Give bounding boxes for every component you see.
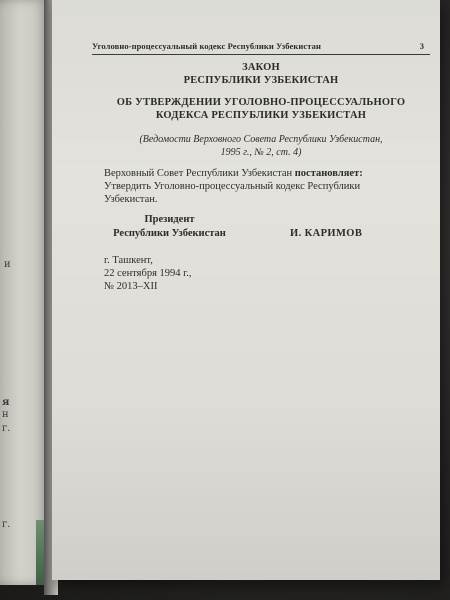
source-citation-line: (Ведомости Верховного Совета Республики Узбекистан,: [139, 134, 383, 145]
document-page: [52, 0, 440, 580]
left-page-fragment: г.: [2, 519, 11, 530]
law-subject-line: КОДЕКСА РЕСПУБЛИКИ УЗБЕКИСТАН: [155, 110, 367, 121]
left-page-fragment: и: [4, 259, 11, 270]
signatory-name: И. КАРИМОВ: [290, 228, 363, 239]
body-text: Верховный Совет Республики Узбекистан: [104, 168, 295, 179]
left-page-fragment: н: [2, 409, 9, 420]
running-head: [92, 40, 430, 55]
place-date-line: № 2013–XII: [104, 281, 158, 292]
body-text-line: Утвердить Уголовно-процессуальный кодекс Республики: [104, 181, 361, 192]
left-page-fragment: г.: [2, 423, 11, 434]
law-heading-line: РЕСПУБЛИКИ УЗБЕКИСТАН: [183, 75, 339, 86]
left-page-edge: [0, 0, 48, 585]
body-emphasis: постановляет:: [294, 168, 363, 179]
president-title-line: Президент: [144, 214, 195, 225]
page-number: 3: [419, 41, 424, 51]
president-title-line: Республики Узбекистан: [113, 228, 226, 239]
place-date-line: 22 сентября 1994 г.,: [104, 268, 192, 279]
law-subject-line: ОБ УТВЕРЖДЕНИИ УГОЛОВНО-ПРОЦЕССУАЛЬНОГО: [116, 97, 406, 108]
law-heading-line: ЗАКОН: [242, 62, 280, 73]
source-citation-line: 1995 г., № 2, ст. 4): [220, 147, 302, 158]
body-text-line: Узбекистан.: [104, 194, 158, 205]
body-text-line: [104, 168, 363, 179]
place-date-line: г. Ташкент,: [104, 255, 153, 266]
running-head-title: Уголовно-процессуальный кодекс Республики Узбекистан: [92, 41, 321, 51]
left-page-fragment: я: [2, 397, 10, 408]
